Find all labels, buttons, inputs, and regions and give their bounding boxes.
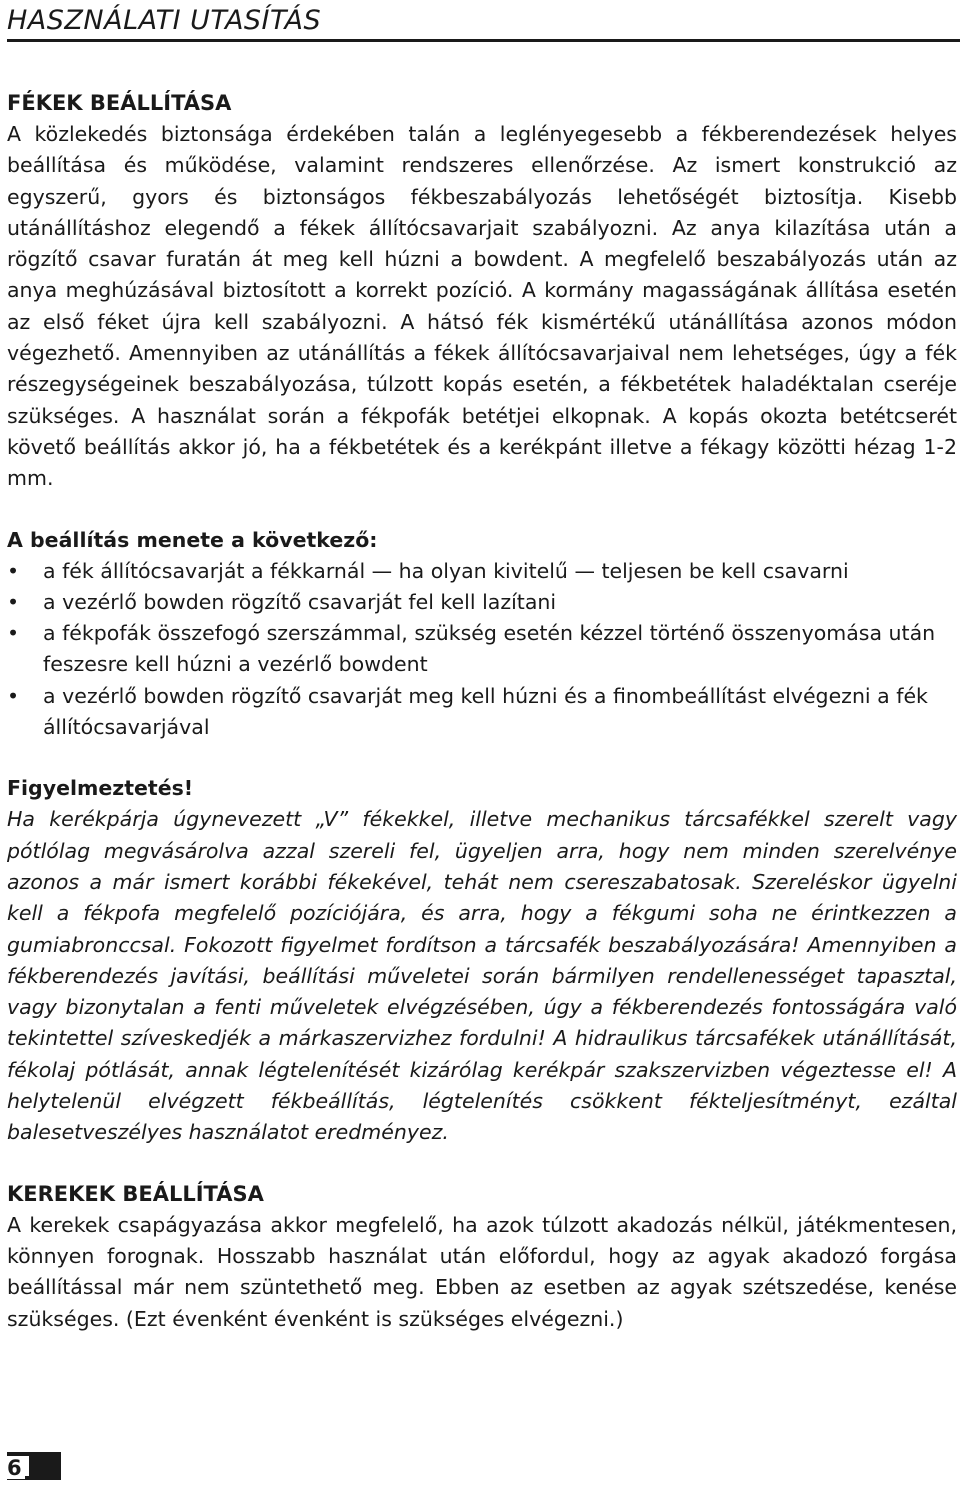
page-number-box [7, 1452, 61, 1480]
warning-text: Ha kerékpárja úgynevezett „V” fékekkel, illetve mechanikus tárcsafékkel szerelt vagy pótlólag megvásárolva azzal szereli fel, ügyeljen arra, hogy nem minden szerelvénye azonos a már ismert korábbi fékekével, tehát nem csereszabatosak. Szereléskor ügyelni kell a fékpofa megfelelő pozíciójára, és arra, hogy a fékgumi soha ne érintkezzen a gumiabronccsal. Fokozott figyelmet fordítson a tárcsafék beszabályozására! Amennyiben a fékberendezés javítási, beállítási műveletei során bármilyen rendellenességet tapasztal, vagy bizonytalan a fenti műveletek elvégzésében, úgy a fékberendezés fontosságára való tekintettel szíveskedjék a márkaszervizhez fordulni! A hidraulikus tárcsafékek utánállítását, fékolaj pótlását, annak légtelenítését kizárólag kerékpár szakszervizben végeztesse el! A helytelenül elvégzett fékbeállítás, légtelenítés csökkent fékteljesítményt, ezáltal balesetveszélyes használatot eredményez. [7, 807, 957, 1145]
brakes-section [7, 88, 957, 495]
page-number-bar [29, 1456, 61, 1476]
warning-section [7, 773, 957, 1148]
list-item: • a fékpofák összefogó szerszámmal, szükség esetén kézzel történő összenyomása után feszesre kell húzni a vezérlő bowdent [7, 618, 957, 681]
brakes-heading: FÉKEK BEÁLLÍTÁSA [7, 91, 232, 115]
adjustment-steps-section [7, 525, 957, 744]
list-item: • a vezérlő bowden rögzítő csavarját meg kell húzni és a finombeállítást elvégezni a fék állítócsavarjával [7, 681, 957, 744]
list-item: • a fék állítócsavarját a fékkarnál — ha olyan kivitelű — teljesen be kell csavarni [7, 556, 957, 587]
page-content [7, 88, 957, 1365]
brakes-paragraph: A közlekedés biztonsága érdekében talán a leglényegesebb a fékberendezések helyes beállítása és működése, valamint rendszeres ellenőrzése. Az ismert konstrukció az egyszerű, gyors és biztonságos fékbeszabályozás lehetőségét biztosítja. Kisebb utánállításhoz elegendő a fékek állítócsavarjait szabályozni. Az anya kilazítása után a rögzítő csavar furatán át meg kell húzni a bowdent. A megfelelő beszabályozás után az anya meghúzásával biztosított a korrekt pozíció. A kormány magasságának állítása esetén az első féket újra kell szabályozni. A hátsó fék kismértékű utánállítása azonos módon végezhető. Amennyiben az utánállítás a fékek állítócsavarjaival nem lehetséges, úgy a fék részegységeinek beszabályozása, túlzott kopás esetén, a fékbetétek haladéktalan cseréje szükséges. A használat során a fékpofák betétjei elkopnak. A kopás okozta betétcserét követő beállítás akkor jó, ha a fékbetétek és a kerékpánt illetve a fékagy közötti hézag 1-2 mm. [7, 122, 957, 491]
wheels-paragraph: A kerekek csapágyazása akkor megfelelő, ha azok túlzott akadozás nélkül, játékmentesen, könnyen forognak. Hosszabb használat után előfordul, hogy az agyak akadozó forgása beállítással már nem szüntethető meg. Ebben az esetben az agyak szétszedése, kenése szükséges. (Ezt évenként évenként is szükséges elvégezni.) [7, 1212, 957, 1331]
steps-title: A beállítás menete a következő: [7, 527, 378, 552]
warning-title: Figyelmeztetés! [7, 776, 194, 801]
list-item: • a vezérlő bowden rögzítő csavarját fel kell lazítani [7, 587, 957, 618]
page-header-title: HASZNÁLATI UTASÍTÁS [7, 4, 960, 42]
steps-list [7, 556, 957, 744]
wheels-heading: KEREKEK BEÁLLÍTÁSA [7, 1181, 264, 1206]
page-number: 6 [7, 1457, 25, 1479]
wheels-section [7, 1179, 957, 1335]
